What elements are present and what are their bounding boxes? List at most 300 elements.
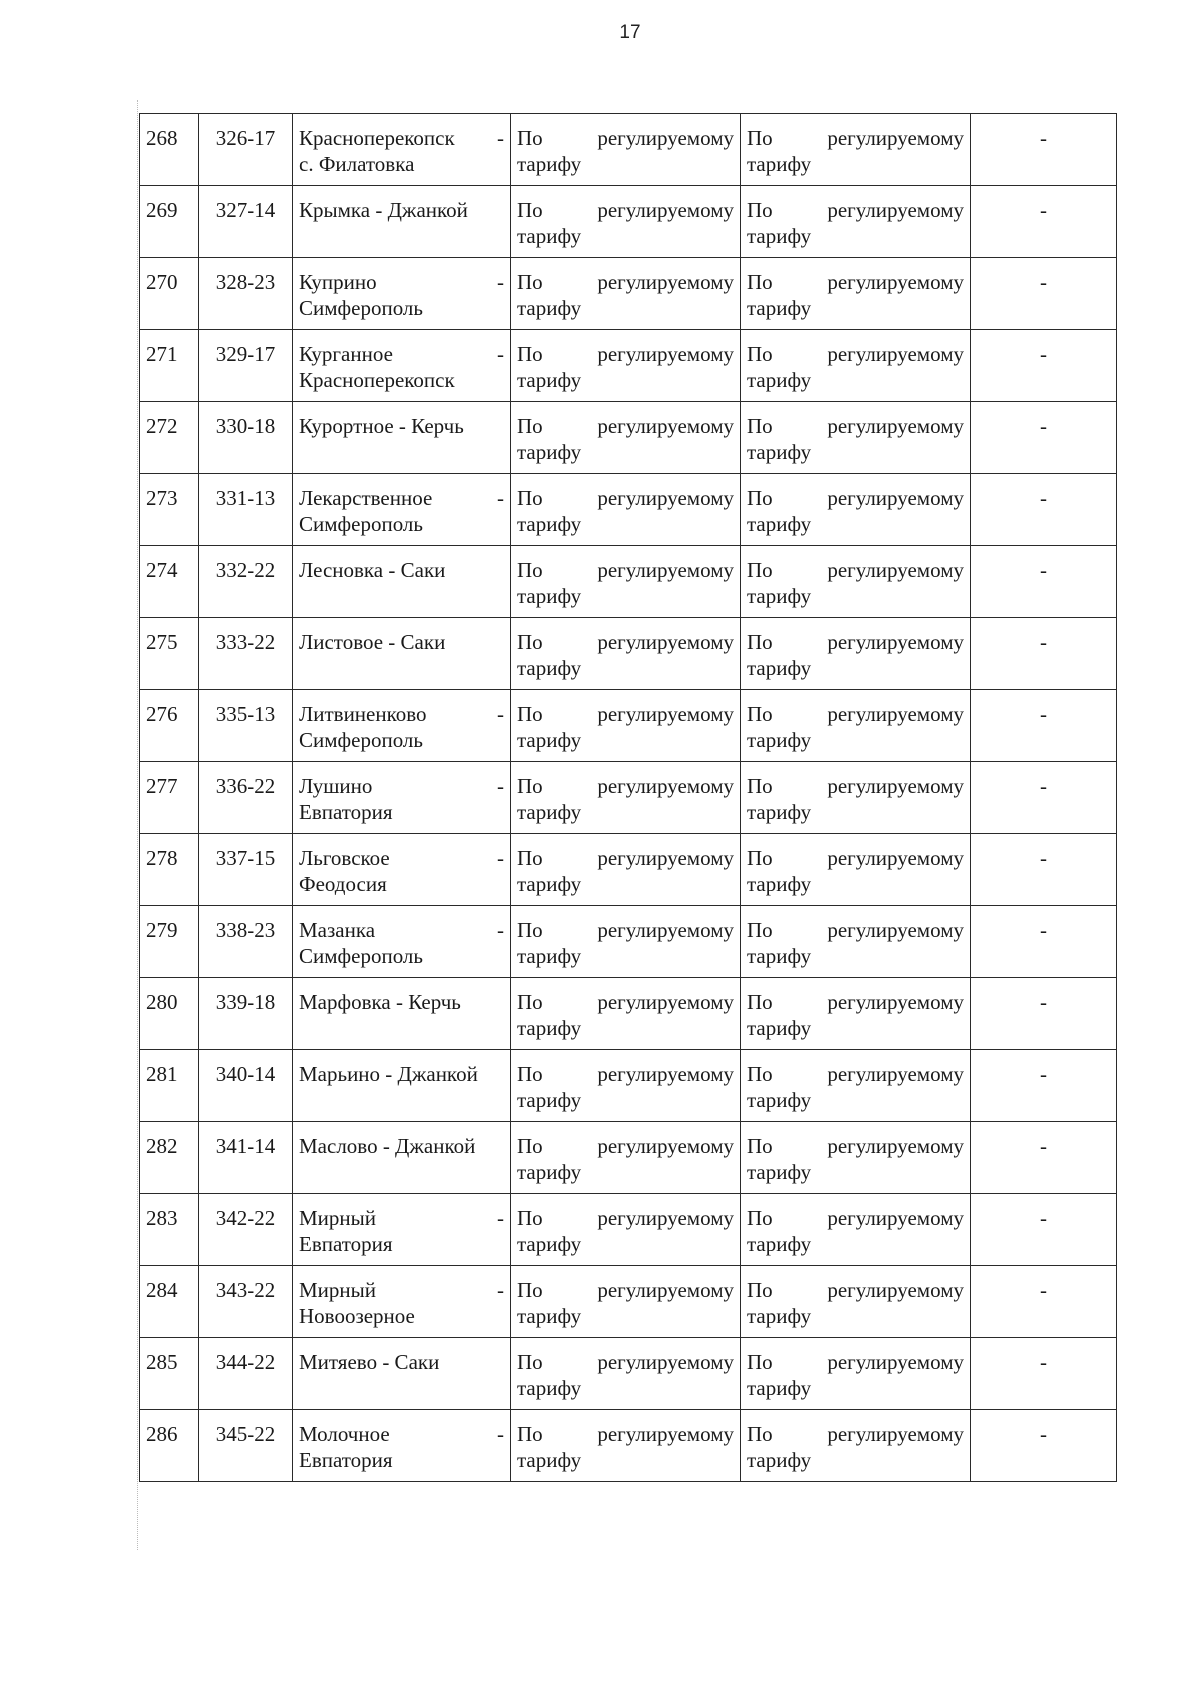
tariff-cell-2 (741, 1122, 971, 1194)
extra-value: - (1040, 1206, 1047, 1230)
route-code-cell (199, 690, 293, 762)
tariff-2-word-b: регулируемому (827, 1062, 964, 1086)
route-number: 281 (146, 1062, 178, 1086)
tariff-1-word-c: тарифу (517, 1016, 582, 1040)
tariff-cell-2 (741, 834, 971, 906)
tariff-2-word-b: регулируемому (827, 918, 964, 942)
route-code: 327-14 (215, 198, 276, 222)
tariff-2-line1 (747, 1421, 964, 1447)
routes-table-body (140, 114, 1117, 1482)
route-name-separator: - (497, 702, 504, 726)
extra-cell (971, 978, 1117, 1050)
tariff-1-line1 (517, 125, 734, 151)
tariff-1-word-b: регулируемому (597, 486, 734, 510)
route-name-line1 (299, 413, 504, 439)
route-number-cell (140, 1266, 199, 1338)
route-name-start: Марьино - Джанкой (299, 1062, 478, 1086)
tariff-2-word-c: тарифу (747, 728, 812, 752)
tariff-cell-1 (511, 114, 741, 186)
tariff-1-line1 (517, 413, 734, 439)
route-code-cell (199, 1338, 293, 1410)
route-code: 337-15 (215, 846, 276, 870)
tariff-1-word-c: тарифу (517, 1160, 582, 1184)
tariff-1-word-a: По (517, 774, 543, 798)
tariff-2-line1 (747, 917, 964, 943)
route-name-line1 (299, 485, 504, 511)
tariff-2-line1 (747, 845, 964, 871)
route-name-cell (293, 834, 511, 906)
extra-value: - (1040, 270, 1047, 294)
route-name-cell (293, 474, 511, 546)
tariff-2-word-b: регулируемому (827, 198, 964, 222)
table-row (140, 690, 1117, 762)
tariff-1-line1 (517, 1133, 734, 1159)
route-name-separator: - (497, 846, 504, 870)
tariff-1-word-c: тарифу (517, 728, 582, 752)
route-name-cell (293, 186, 511, 258)
tariff-1-word-c: тарифу (517, 944, 582, 968)
extra-value: - (1040, 198, 1047, 222)
extra-cell (971, 906, 1117, 978)
route-code-cell (199, 1050, 293, 1122)
route-code-cell (199, 186, 293, 258)
tariff-1-line1 (517, 1349, 734, 1375)
tariff-1-word-c: тарифу (517, 152, 582, 176)
route-code-cell (199, 834, 293, 906)
tariff-1-word-a: По (517, 1062, 543, 1086)
tariff-2-line1 (747, 1349, 964, 1375)
extra-cell (971, 402, 1117, 474)
table-row (140, 330, 1117, 402)
tariff-2-word-a: По (747, 990, 773, 1014)
route-code-cell (199, 762, 293, 834)
route-name-start: Марфовка - Керчь (299, 990, 461, 1014)
tariff-2-word-c: тарифу (747, 440, 812, 464)
tariff-cell-2 (741, 906, 971, 978)
extra-value: - (1040, 1062, 1047, 1086)
route-code-cell (199, 546, 293, 618)
route-code-cell (199, 1410, 293, 1482)
tariff-2-word-b: регулируемому (827, 1206, 964, 1230)
tariff-1-word-a: По (517, 270, 543, 294)
route-name-line1 (299, 269, 504, 295)
tariff-2-word-c: тарифу (747, 512, 812, 536)
route-code: 340-14 (215, 1062, 276, 1086)
tariff-2-word-b: регулируемому (827, 990, 964, 1014)
tariff-2-line1 (747, 1061, 964, 1087)
tariff-2-word-c: тарифу (747, 872, 812, 896)
tariff-cell-1 (511, 258, 741, 330)
tariff-cell-2 (741, 114, 971, 186)
route-number-cell (140, 1194, 199, 1266)
route-number: 279 (146, 918, 178, 942)
tariff-1-word-b: регулируемому (597, 846, 734, 870)
route-name-start: Листовое - Саки (299, 630, 446, 654)
route-name-end: Красноперекопск (299, 368, 455, 392)
extra-cell (971, 258, 1117, 330)
tariff-2-word-b: регулируемому (827, 486, 964, 510)
tariff-1-line1 (517, 485, 734, 511)
route-name-start: Льговское (299, 846, 390, 870)
route-number: 284 (146, 1278, 178, 1302)
tariff-1-line1 (517, 701, 734, 727)
route-code: 333-22 (215, 630, 276, 654)
tariff-1-word-c: тарифу (517, 368, 582, 392)
route-number: 269 (146, 198, 178, 222)
route-name-separator: - (497, 1278, 504, 1302)
tariff-1-word-c: тарифу (517, 1232, 582, 1256)
route-code: 330-18 (215, 414, 276, 438)
route-name-cell (293, 330, 511, 402)
route-name-separator: - (497, 126, 504, 150)
tariff-2-word-a: По (747, 126, 773, 150)
tariff-1-word-c: тарифу (517, 872, 582, 896)
tariff-cell-2 (741, 690, 971, 762)
route-name-start: Лушино (299, 774, 373, 798)
tariff-1-line1 (517, 1205, 734, 1231)
tariff-cell-1 (511, 474, 741, 546)
tariff-1-line1 (517, 1421, 734, 1447)
tariff-2-word-a: По (747, 270, 773, 294)
tariff-2-word-b: регулируемому (827, 1350, 964, 1374)
tariff-1-word-a: По (517, 126, 543, 150)
tariff-2-line1 (747, 1205, 964, 1231)
table-row (140, 114, 1117, 186)
route-code-cell (199, 330, 293, 402)
table-row (140, 1122, 1117, 1194)
route-name-line1 (299, 125, 504, 151)
tariff-cell-2 (741, 1050, 971, 1122)
tariff-2-word-a: По (747, 198, 773, 222)
extra-cell (971, 1410, 1117, 1482)
extra-value: - (1040, 990, 1047, 1014)
route-name-separator: - (497, 774, 504, 798)
route-name-cell (293, 1410, 511, 1482)
tariff-1-word-b: регулируемому (597, 1350, 734, 1374)
route-number-cell (140, 762, 199, 834)
route-number: 280 (146, 990, 178, 1014)
extra-cell (971, 1050, 1117, 1122)
route-number-cell (140, 546, 199, 618)
extra-cell (971, 690, 1117, 762)
tariff-2-word-b: регулируемому (827, 1134, 964, 1158)
tariff-cell-1 (511, 1338, 741, 1410)
tariff-cell-1 (511, 618, 741, 690)
route-name-cell (293, 1122, 511, 1194)
route-name-cell (293, 978, 511, 1050)
tariff-cell-1 (511, 978, 741, 1050)
tariff-1-word-b: регулируемому (597, 1206, 734, 1230)
tariff-cell-1 (511, 546, 741, 618)
tariff-1-word-a: По (517, 630, 543, 654)
extra-value: - (1040, 414, 1047, 438)
tariff-2-word-b: регулируемому (827, 1422, 964, 1446)
tariff-1-word-c: тарифу (517, 800, 582, 824)
tariff-2-word-c: тарифу (747, 1160, 812, 1184)
table-row (140, 1194, 1117, 1266)
extra-value: - (1040, 486, 1047, 510)
tariff-cell-2 (741, 186, 971, 258)
route-number-cell (140, 330, 199, 402)
tariff-cell-1 (511, 1194, 741, 1266)
tariff-1-word-a: По (517, 1134, 543, 1158)
tariff-1-line1 (517, 845, 734, 871)
tariff-cell-2 (741, 618, 971, 690)
table-row (140, 978, 1117, 1050)
tariff-1-word-a: По (517, 1206, 543, 1230)
route-number-cell (140, 978, 199, 1050)
extra-value: - (1040, 342, 1047, 366)
tariff-1-word-c: тарифу (517, 224, 582, 248)
table-row (140, 546, 1117, 618)
extra-value: - (1040, 1422, 1047, 1446)
table-row (140, 1338, 1117, 1410)
tariff-2-word-a: По (747, 774, 773, 798)
route-name-start: Маслово - Джанкой (299, 1134, 476, 1158)
route-name-end: Евпатория (299, 1232, 393, 1256)
tariff-cell-2 (741, 1266, 971, 1338)
tariff-1-word-a: По (517, 918, 543, 942)
route-number: 277 (146, 774, 178, 798)
tariff-2-word-c: тарифу (747, 1088, 812, 1112)
tariff-1-word-a: По (517, 1278, 543, 1302)
table-row (140, 618, 1117, 690)
extra-cell (971, 1338, 1117, 1410)
route-number: 272 (146, 414, 178, 438)
tariff-2-line1 (747, 341, 964, 367)
tariff-2-line1 (747, 269, 964, 295)
extra-value: - (1040, 702, 1047, 726)
tariff-1-word-b: регулируемому (597, 342, 734, 366)
table-row (140, 834, 1117, 906)
route-number: 268 (146, 126, 178, 150)
tariff-2-word-c: тарифу (747, 296, 812, 320)
route-code: 341-14 (215, 1134, 276, 1158)
table-row (140, 402, 1117, 474)
route-name-cell (293, 906, 511, 978)
tariff-1-word-a: По (517, 342, 543, 366)
route-code: 342-22 (215, 1206, 276, 1230)
route-name-separator: - (497, 1422, 504, 1446)
page-number: 17 (619, 22, 641, 43)
tariff-1-word-c: тарифу (517, 1304, 582, 1328)
tariff-1-word-b: регулируемому (597, 1062, 734, 1086)
tariff-2-word-b: регулируемому (827, 774, 964, 798)
tariff-2-line1 (747, 557, 964, 583)
tariff-2-word-c: тарифу (747, 656, 812, 680)
tariff-1-word-c: тарифу (517, 1376, 582, 1400)
route-name-cell (293, 690, 511, 762)
extra-value: - (1040, 1278, 1047, 1302)
route-name-end: Симферополь (299, 944, 423, 968)
route-number: 275 (146, 630, 178, 654)
tariff-1-word-b: регулируемому (597, 1134, 734, 1158)
route-number-cell (140, 906, 199, 978)
tariff-cell-1 (511, 906, 741, 978)
route-code: 331-13 (215, 486, 276, 510)
tariff-2-word-b: регулируемому (827, 702, 964, 726)
tariff-1-word-a: По (517, 702, 543, 726)
tariff-2-word-c: тарифу (747, 152, 812, 176)
tariff-1-line1 (517, 773, 734, 799)
route-name-start: Мирный (299, 1206, 376, 1230)
table-row (140, 186, 1117, 258)
tariff-cell-2 (741, 1338, 971, 1410)
route-number-cell (140, 1338, 199, 1410)
route-number-cell (140, 402, 199, 474)
route-name-start: Мирный (299, 1278, 376, 1302)
route-code-cell (199, 618, 293, 690)
route-code-cell (199, 1194, 293, 1266)
route-number: 270 (146, 270, 178, 294)
tariff-cell-2 (741, 474, 971, 546)
route-number: 276 (146, 702, 178, 726)
route-code: 328-23 (215, 270, 276, 294)
tariff-cell-1 (511, 762, 741, 834)
extra-value: - (1040, 558, 1047, 582)
tariff-2-word-a: По (747, 1134, 773, 1158)
route-name-line1 (299, 557, 504, 583)
route-name-end: Симферополь (299, 728, 423, 752)
tariff-1-word-b: регулируемому (597, 414, 734, 438)
route-code: 343-22 (215, 1278, 276, 1302)
tariff-1-word-c: тарифу (517, 1088, 582, 1112)
tariff-1-line1 (517, 629, 734, 655)
tariff-2-word-b: регулируемому (827, 342, 964, 366)
tariff-1-word-b: регулируемому (597, 1422, 734, 1446)
tariff-2-word-c: тарифу (747, 944, 812, 968)
route-name-start: Лесновка - Саки (299, 558, 446, 582)
table-row (140, 474, 1117, 546)
tariff-2-word-a: По (747, 1278, 773, 1302)
tariff-2-word-c: тарифу (747, 1304, 812, 1328)
tariff-cell-1 (511, 186, 741, 258)
extra-value: - (1040, 126, 1047, 150)
table-row (140, 1410, 1117, 1482)
route-name-line1 (299, 1421, 504, 1447)
tariff-2-word-b: регулируемому (827, 270, 964, 294)
tariff-2-line1 (747, 125, 964, 151)
extra-value: - (1040, 1350, 1047, 1374)
tariff-2-word-a: По (747, 342, 773, 366)
table-row (140, 906, 1117, 978)
tariff-1-word-a: По (517, 846, 543, 870)
route-name-separator: - (497, 270, 504, 294)
route-code-cell (199, 402, 293, 474)
tariff-2-word-b: регулируемому (827, 630, 964, 654)
route-name-line1 (299, 1133, 504, 1159)
tariff-cell-2 (741, 546, 971, 618)
tariff-1-word-a: По (517, 414, 543, 438)
route-number-cell (140, 1050, 199, 1122)
tariff-cell-2 (741, 258, 971, 330)
table-row (140, 762, 1117, 834)
route-name-line1 (299, 341, 504, 367)
tariff-1-word-b: регулируемому (597, 630, 734, 654)
route-name-start: Курортное - Керчь (299, 414, 464, 438)
tariff-1-word-b: регулируемому (597, 198, 734, 222)
tariff-2-word-a: По (747, 630, 773, 654)
route-name-end: Симферополь (299, 512, 423, 536)
route-name-start: Куприно (299, 270, 377, 294)
tariff-1-word-b: регулируемому (597, 702, 734, 726)
tariff-1-word-a: По (517, 1350, 543, 1374)
route-number-cell (140, 834, 199, 906)
route-name-cell (293, 618, 511, 690)
tariff-1-word-c: тарифу (517, 584, 582, 608)
route-number: 273 (146, 486, 178, 510)
tariff-2-word-c: тарифу (747, 1376, 812, 1400)
tariff-2-line1 (747, 1277, 964, 1303)
tariff-1-word-b: регулируемому (597, 126, 734, 150)
tariff-1-word-a: По (517, 1422, 543, 1446)
tariff-2-word-c: тарифу (747, 800, 812, 824)
route-name-start: Митяево - Саки (299, 1350, 440, 1374)
tariff-cell-1 (511, 1266, 741, 1338)
route-name-start: Лекарственное (299, 486, 433, 510)
route-name-end: Новоозерное (299, 1304, 415, 1328)
tariff-1-line1 (517, 341, 734, 367)
route-name-line1 (299, 701, 504, 727)
tariff-2-word-b: регулируемому (827, 126, 964, 150)
tariff-1-line1 (517, 557, 734, 583)
route-name-cell (293, 402, 511, 474)
tariff-2-line1 (747, 989, 964, 1015)
tariff-cell-2 (741, 330, 971, 402)
route-name-line1 (299, 1277, 504, 1303)
route-name-start: Красноперекопск (299, 126, 455, 150)
extra-value: - (1040, 918, 1047, 942)
tariff-2-word-b: регулируемому (827, 1278, 964, 1302)
extra-cell (971, 330, 1117, 402)
route-number-cell (140, 618, 199, 690)
route-number-cell (140, 1410, 199, 1482)
tariff-1-word-a: По (517, 198, 543, 222)
route-name-start: Молочное (299, 1422, 390, 1446)
tariff-1-line1 (517, 989, 734, 1015)
route-number-cell (140, 186, 199, 258)
tariff-2-word-b: регулируемому (827, 846, 964, 870)
tariff-2-line1 (747, 413, 964, 439)
route-code-cell (199, 474, 293, 546)
tariff-2-word-c: тарифу (747, 224, 812, 248)
table-row (140, 258, 1117, 330)
tariff-cell-2 (741, 1194, 971, 1266)
route-number: 274 (146, 558, 178, 582)
tariff-1-word-b: регулируемому (597, 774, 734, 798)
tariff-2-line1 (747, 197, 964, 223)
route-name-separator: - (497, 1206, 504, 1230)
tariff-2-word-a: По (747, 1062, 773, 1086)
tariff-cell-1 (511, 1050, 741, 1122)
route-name-end: Евпатория (299, 1448, 393, 1472)
route-number: 278 (146, 846, 178, 870)
tariff-2-word-c: тарифу (747, 1448, 812, 1472)
route-code-cell (199, 1266, 293, 1338)
extra-cell (971, 762, 1117, 834)
route-name-cell (293, 1266, 511, 1338)
route-code: 344-22 (215, 1350, 276, 1374)
extra-value: - (1040, 1134, 1047, 1158)
route-number-cell (140, 474, 199, 546)
tariff-1-word-c: тарифу (517, 656, 582, 680)
route-number: 285 (146, 1350, 178, 1374)
route-name-line1 (299, 629, 504, 655)
route-name-separator: - (497, 486, 504, 510)
route-name-start: Мазанка (299, 918, 376, 942)
extra-value: - (1040, 846, 1047, 870)
route-name-line1 (299, 989, 504, 1015)
